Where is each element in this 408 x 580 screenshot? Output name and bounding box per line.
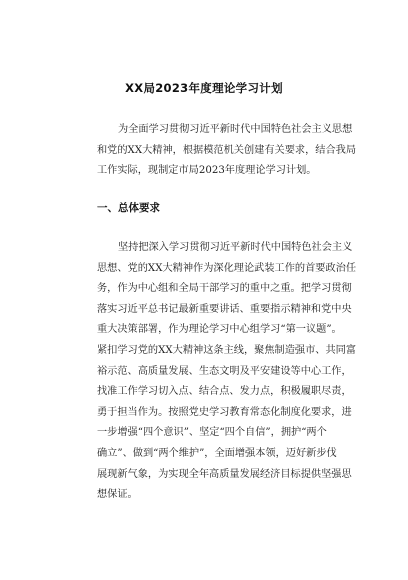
body-line: 紧扣学习党的XX大精神这条主线，聚焦制造强市、共同富 [97, 344, 357, 356]
body-line: 一步增强“四个意识”、坚定“四个自信”，拥护“两个 [97, 427, 327, 439]
body-line: 重大决策部署，作为理论学习中心组学习“第一议题”。 [97, 324, 342, 336]
document-title: XX局2023年度理论学习计划 [125, 81, 283, 95]
intro-line: 和党的XX大精神，根据模范机关创建有关要求，结合我局 [97, 144, 357, 156]
body-line: 务，作为中心组和全局干部学习的重中之重。把学习贯彻 [97, 283, 352, 295]
body-paragraph [97, 238, 357, 506]
body-line: 展现新气象，为实现全年高质量发展经济目标提供坚强思 [97, 468, 352, 480]
body-line: 坚持把深入学习贯彻习近平新时代中国特色社会主义 [118, 242, 353, 253]
intro-line: 为全面学习贯彻习近平新时代中国特色社会主义思想 [118, 124, 353, 135]
body-line: 裕示范、高质量发展、生态文明及平安建设等中心工作， [97, 365, 352, 377]
body-line: 找准工作学习切入点、结合点、发力点，积极履职尽责， [97, 386, 352, 398]
body-line: 确立”、做到“两个维护”，全面增强本领，迈好新步伐 [97, 447, 337, 459]
section-heading: 一、总体要求 [97, 202, 160, 214]
body-line: 落实习近平总书记最新重要讲话、重要指示精神和党中央 [97, 303, 352, 315]
body-line: 思想、党的XX大精神作为深化理论武装工作的首要政治任 [97, 262, 357, 274]
body-line: 想保证。 [97, 489, 138, 501]
intro-line: 工作实际，现制定市局2023年度理论学习计划。 [97, 165, 317, 177]
intro-paragraph [97, 120, 357, 182]
body-line: 勇于担当作为。按照党史学习教育常态化制度化要求，进 [97, 406, 352, 418]
